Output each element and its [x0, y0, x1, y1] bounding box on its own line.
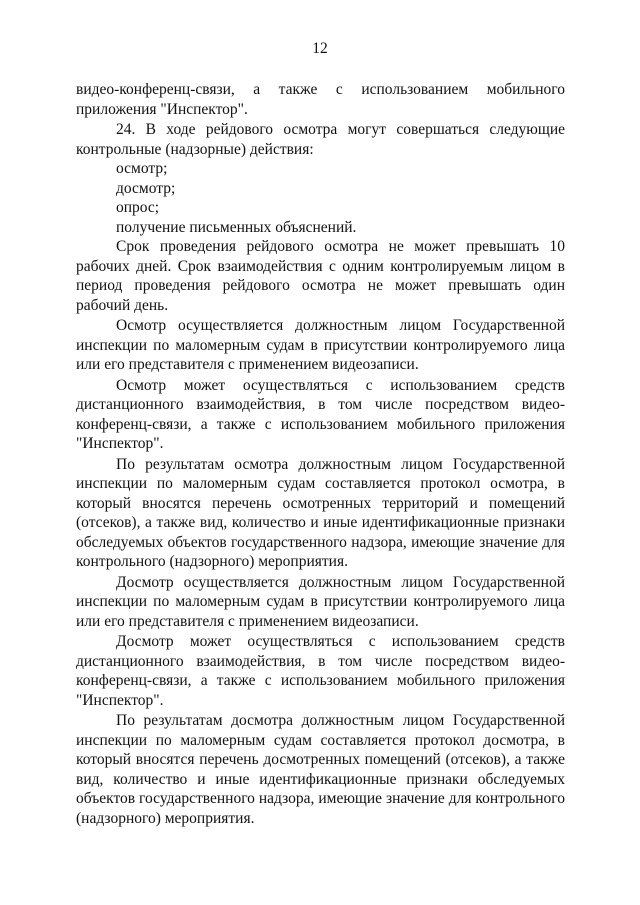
- paragraph-item-24: 24. В ходе рейдового осмотра могут совершаться следующие контрольные (надзорные) действия:: [76, 121, 565, 158]
- page-number: 12: [312, 40, 328, 57]
- list-item-survey: опрос;: [116, 199, 160, 216]
- paragraph-inspection-conduct: Осмотр осуществляется должностным лицом Государственной инспекции по маломерным судам в присутствии контролируемого лица или его представителя с применением видеозаписи.: [76, 317, 565, 373]
- paragraph-continuation: видео-конференц-связи, а также с использованием мобильного приложения "Инспектор".: [76, 81, 565, 118]
- paragraph-search-protocol: По результатам досмотра должностным лицом Государственной инспекции по маломерным судам составляется протокол досмотра, в который вносятся перечень досмотренных помещений (отсеков), а также вид, количество и иные идентификационные признаки обследуемых объектов государственного надзора, имеющие значение для контрольного (надзорного) мероприятия.: [76, 712, 565, 827]
- paragraph-search-remote: Досмотр может осуществляться с использованием средств дистанционного взаимодействия, в том числе посредством видео-конференц-связи, а также с использованием мобильного приложения "Инспектор".: [76, 633, 565, 709]
- paragraph-inspection-protocol: По результатам осмотра должностным лицом Государственной инспекции по маломерным судам составляется протокол осмотра, в который вносятся перечень осмотренных территорий и помещений (отсеков), а также вид, количество и иные идентификационные признаки обследуемых объектов государственного надзора, имеющие значение для контрольного (надзорного) мероприятия.: [76, 455, 565, 570]
- list-item-search: досмотр;: [116, 179, 176, 197]
- paragraph-duration: Срок проведения рейдового осмотра не может превышать 10 рабочих дней. Срок взаимодействия с одним контролируемым лицом в период проведения рейдового осмотра не может превышать один рабочий день.: [76, 238, 565, 314]
- paragraph-inspection-remote: Осмотр может осуществляться с использованием средств дистанционного взаимодействия, в том числе посредством видео-конференц-связи, а также с использованием мобильного приложения "Инспектор".: [76, 376, 565, 452]
- list-item-inspection: осмотр;: [116, 160, 168, 177]
- paragraph-search-conduct: Досмотр осуществляется должностным лицом Государственной инспекции по маломерным судам в присутствии контролируемого лица или его представителя с применением видеозаписи.: [76, 573, 565, 630]
- list-item-written-explanations: получение письменных объяснений.: [116, 218, 357, 236]
- document-body: [76, 80, 565, 828]
